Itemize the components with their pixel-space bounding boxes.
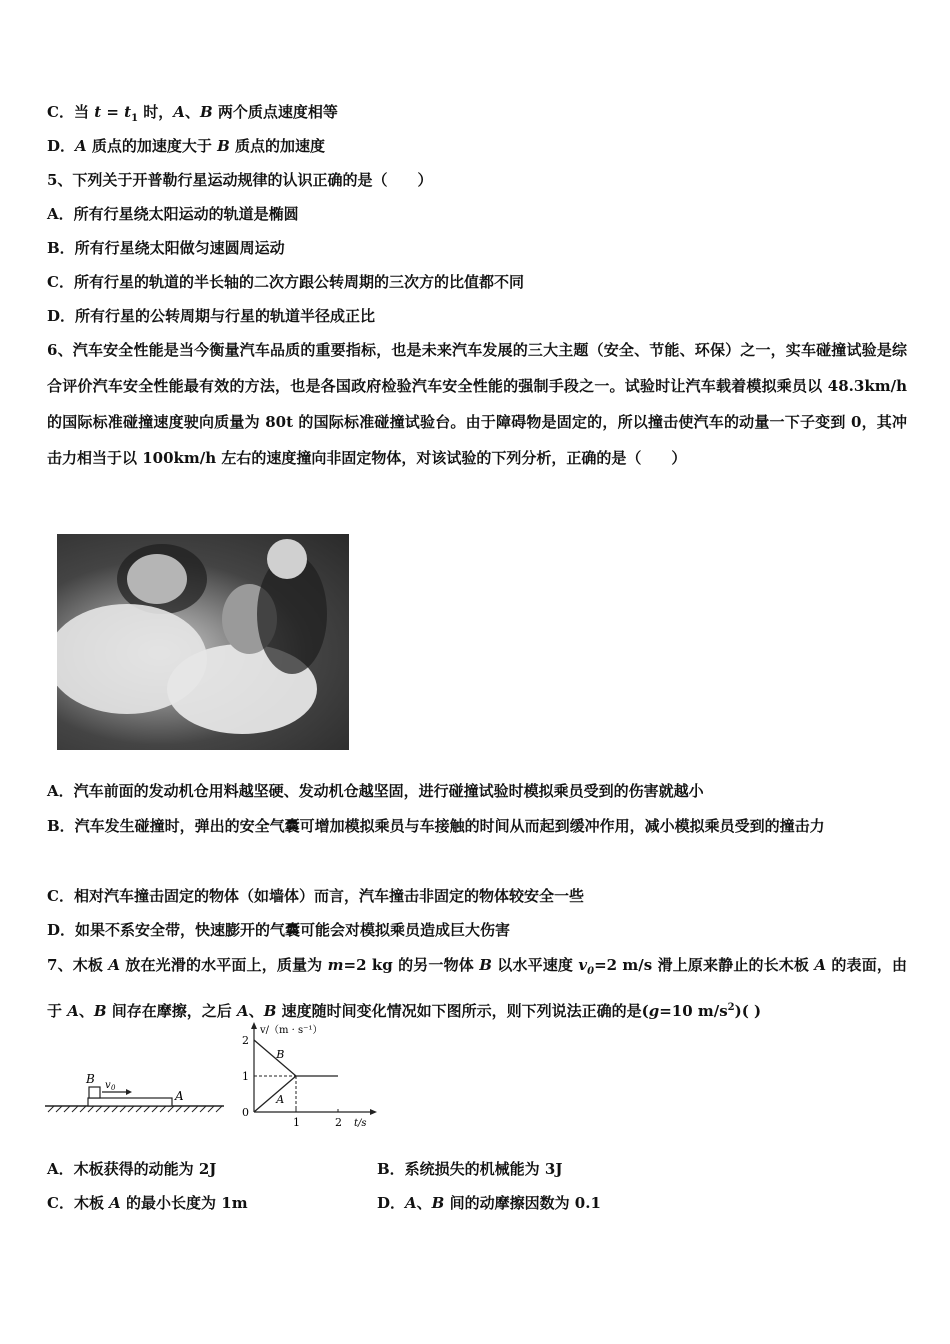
q6-option-d: D．如果不系安全带，快速膨开的气囊可能会对模拟乘员造成巨大伤害 [47,921,511,939]
y-axis-arrow [251,1022,257,1029]
q5-option-b: B．所有行星绕太阳做匀速圆周运动 [47,239,285,257]
label-v: v [105,1080,111,1091]
y-tick-label: 1 [242,1070,249,1083]
x-axis-label: t/s [354,1118,367,1129]
x-tick-label: 1 [293,1116,300,1129]
q7-option-a: A．木板获得的动能为 2J [47,1160,217,1178]
label-b: B [86,1072,95,1086]
q6-option-a: A．汽车前面的发动机仓用料越坚硬、发动机仓越坚固，进行碰撞试验时模拟乘员受到的伤害就越小 [47,782,704,800]
q5-option-a: A．所有行星绕太阳运动的轨道是椭圆 [47,205,299,223]
velocity-arrowhead [126,1089,132,1095]
y-tick-label: 0 [242,1106,249,1119]
q5-stem: 5、下列关于开普勒行星运动规律的认识正确的是（ ） [47,171,433,189]
q5-option-c: C．所有行星的轨道的半长轴的二次方跟公转周期的三次方的比值都不同 [47,273,524,291]
series-line-b [254,1040,338,1076]
q7-option-d: D．A、B 间的动摩擦因数为 0.1 [377,1194,601,1212]
q7-stem: 7、木板 A 放在光滑的水平面上，质量为 m=2 kg 的另一物体 B 以水平速度 $v_0=2$ m/s 滑上原来静止的长木板 A 的表面，由于 A、B 间存在摩擦，之后 A、B 速度随时间变化情况如下图所示，则下列说法正确的是(g=10 $m/s^2$)( ) [47,956,907,1020]
y-axis-label: v/（m · s⁻¹） [260,1025,323,1036]
board-a [88,1098,172,1106]
q7-option-c: C．木板 A 的最小长度为 1m [47,1194,248,1212]
q6-stem: 6、汽车安全性能是当今衡量汽车品质的重要指标，也是未来汽车发展的三大主题（安全、节能、环保）之一，实车碰撞试验是综合评价汽车安全性能最有效的方法，也是各国政府检验汽车安全性能的强制手段之一。试验时让汽车载着模拟乘员以 48.3km/h 的国际标准碰撞速度驶向质量为 80t 的国际标准碰撞试验台。由于障碍物是固定的，所以撞击使汽车的动量一下子变到 0，其冲击力相当于以 100km/h 左右的速度撞向非固定物体，对该试验的下列分析，正确的是（ ） [47,341,907,467]
q4-option-c: C．当 $t = t_1$ 时，A、B 两个质点速度相等 [47,103,338,124]
q5-option-d: D．所有行星的公转周期与行星的轨道半径成正比 [47,307,376,325]
x-tick-label: 2 [335,1116,342,1129]
crash-test-photo [57,534,349,750]
q6-option-c: C．相对汽车撞击固定的物体（如墙体）而言，汽车撞击非固定的物体较安全一些 [47,887,584,905]
series-label-b: B [276,1048,285,1062]
series-line-a [254,1076,296,1112]
ground-hatching [48,1106,222,1112]
q7-option-b: B．系统损失的机械能为 3J [377,1160,563,1178]
y-tick-label: 2 [242,1034,249,1047]
series-label-a: A [276,1093,285,1107]
label-v-sub: 0 [111,1084,116,1092]
block-b [89,1087,100,1098]
q4-option-d: D．A 质点的加速度大于 B 质点的加速度 [47,137,326,155]
x-axis-arrow [370,1109,377,1115]
label-a: A [175,1089,184,1103]
board-block-figure [42,1068,227,1118]
vt-chart [232,1020,382,1136]
q6-option-b: B．汽车发生碰撞时，弹出的安全气囊可增加模拟乘员与车接触的时间从而起到缓冲作用，减小模拟乘员受到的撞击力 [47,817,825,835]
